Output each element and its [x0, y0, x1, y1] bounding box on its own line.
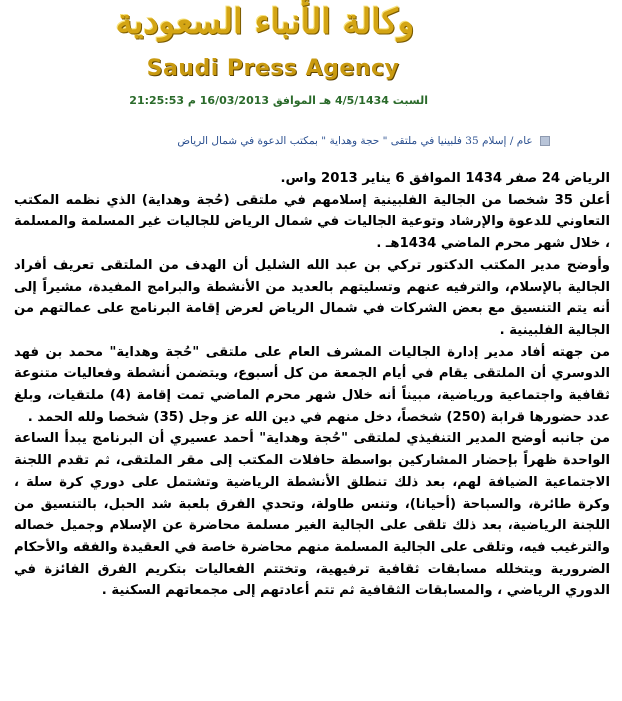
article-paragraph: وأوضح مدير المكتب الدكتور تركي بن عبد الله الشليل أن الهدف من الملتقى تعريف أفراد الجالية بالإسلام، والترفيه عنهم وتسليتهم بالعديد من الأنشطة والبرامج المفيدة، مشيراً إلى أنه يتم التنسيق مع بعض الشركات في شمال الرياض لعرض إقامة البرنامج على عمالتهم من الجالية الفلبينية . — [14, 257, 610, 338]
article-paragraph: من جهته أفاد مدير إدارة الجاليات المشرف العام على ملتقى "حُجة وهداية" محمد بن فهد الدوسري أن الملتقى يقام في أيام الجمعة من كل أسبوع، ويتضمن أنشطة وفعاليات متنوعة ثقافية واجتماعية ورياضية، مبيناً أنه خلال شهر محرم الماضي تمت إقامة (4) ملتقيات، وبلغ عدد حضورها قرابة (250) شخصاً، دخل منهم في دين الله عز وجل (35) شخصا ولله الحمد . — [14, 344, 610, 425]
agency-logo-arabic: وكالة الأنباء السعودية — [115, 2, 415, 42]
article-paragraph: الرياض 24 صفر 1434 الموافق 6 يناير 2013 واس. — [280, 171, 610, 186]
dateline: السبت 4/5/1434 هـ الموافق 16/03/2013 م 21:25:53 — [129, 94, 428, 107]
agency-logo-english: Saudi Press Agency — [146, 56, 400, 81]
breadcrumb-text[interactable]: عام / إسلام 35 فلبينيا في ملتقى " حجة وهداية " بمكتب الدعوة في شمال الرياض — [177, 135, 533, 147]
breadcrumb[interactable] — [177, 135, 550, 149]
article-body — [14, 168, 610, 688]
article-paragraph: أعلن 35 شخصا من الجالية الفلبينية إسلامهم في ملتقى (حُجة وهداية) الذي نظمه المكتب التعاوني للدعوة والإرشاد وتوعية الجاليات في شمال الرياض للجاليات غير المسلمة والمسلمة ، خلال شهر محرم الماضي 1434هـ . — [14, 192, 611, 252]
bullet-icon — [540, 136, 550, 146]
article-paragraph: من جانبه أوضح المدير التنفيذي لملتقى "حُجة وهداية" أحمد عسيري أن البرنامج يبدأ الساعة الواحدة ظهراً بإحضار المشاركين بواسطة حافلات المكتب إلى مقر الملتقى، ثم تقدم اللجنة الاجتماعية الضيافة لهم، بعد ذلك تنطلق الأنشطة الرياضية وتشتمل على دوري كرة سلة ، وكرة طائرة، والسباحة (أحيانا)، وتنس طاولة، وتحدي الفرق بلعبة شد الحبل، بالتنسيق من اللجنة الرياضية، بعد ذلك تلقى على الجالية الغير مسلمة محاضرة عن الإسلام وجميل خصاله والترغيب فيه، وتلقى على الجالية المسلمة منهم محاضرة خاصة في العقيدة والفقه والأحكام الضرورية ويتخلله مسابقات ثقافية ترفيهية، وتختتم الفعاليات بتكريم الفرق الفائزة في الدوري الرياضي ، والمسابقات الثقافية ثم تتم أعادتهم إلى مجمعاتهم السكنية . — [14, 431, 610, 599]
site-header — [0, 0, 622, 120]
